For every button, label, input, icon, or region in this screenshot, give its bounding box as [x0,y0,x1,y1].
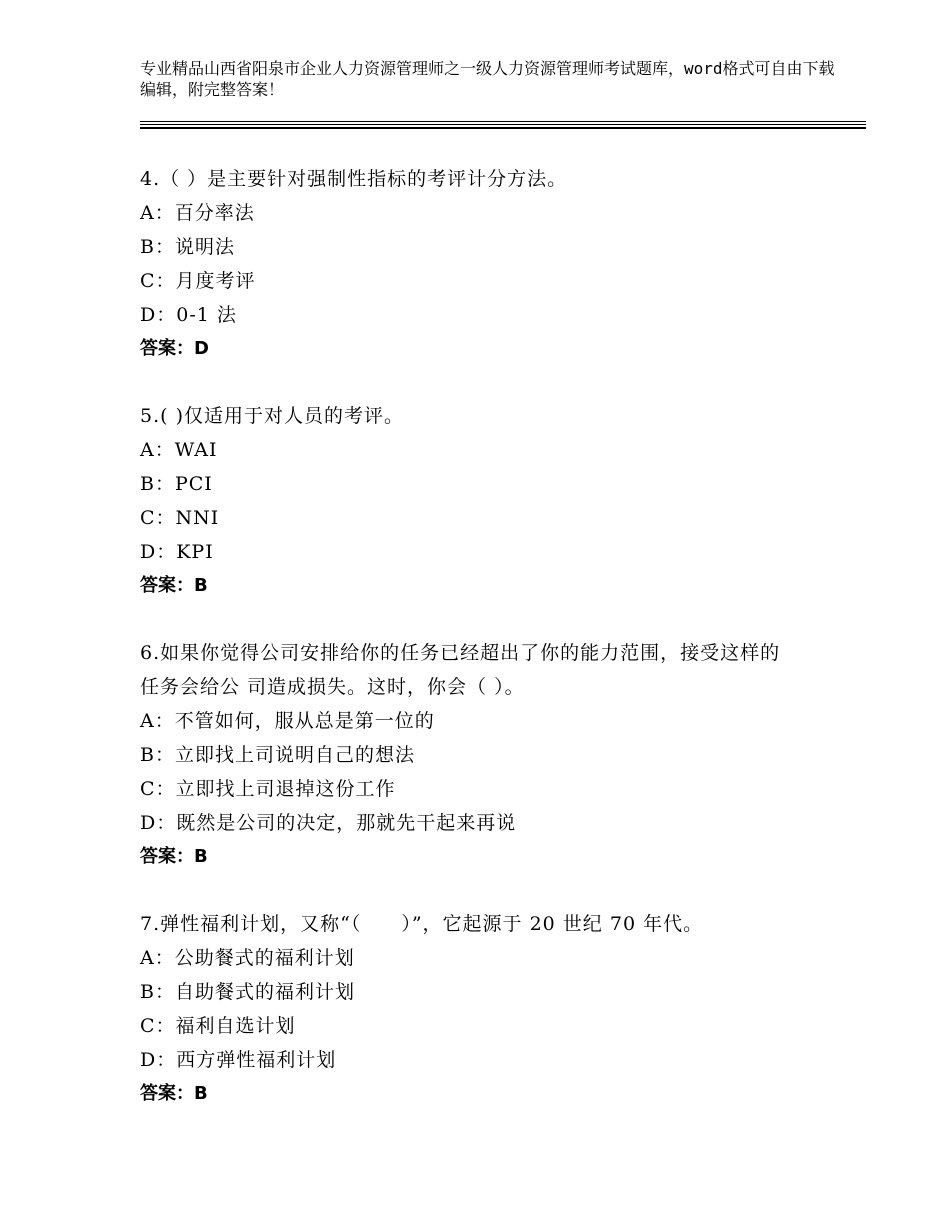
option-c: C：立即找上司退掉这份工作 [140,778,396,800]
option-b: B：立即找上司说明自己的想法 [140,744,415,766]
option-a: A：不管如何，服从总是第一位的 [140,710,435,732]
option-c: C：福利自选计划 [140,1015,296,1037]
question-stem: 6.如果你觉得公司安排给你的任务已经超出了你的能力范围，接受这样的任务会给公 司造成损失。这时，你会（ ）。 [140,642,781,698]
option-d: D：KPI [140,541,214,563]
answer-line: 答案：B [140,575,208,596]
header-divider [140,121,866,122]
option-a: A：公助餐式的福利计划 [140,947,355,969]
question-stem: 5.( )仅适用于对人员的考评。 [140,405,404,427]
option-b: B：说明法 [140,236,235,258]
option-a: A：WAI [140,439,218,461]
option-b: B：自助餐式的福利计划 [140,981,355,1003]
option-d: D：0-1 法 [140,304,237,326]
question-stem: 4.（ ）是主要针对强制性指标的考评计分方法。 [140,168,568,190]
option-b: B：PCI [140,473,213,495]
header-divider [140,124,866,125]
header-divider [140,127,866,129]
question-4 [140,162,820,366]
answer-line: 答案：B [140,1083,208,1104]
document-header [140,58,840,100]
question-7 [140,907,820,1111]
option-d: D：西方弹性福利计划 [140,1049,337,1071]
answer-line: 答案：D [140,338,209,359]
option-c: C：NNI [140,507,220,529]
option-c: C：月度考评 [140,270,256,292]
question-stem: 7.弹性福利计划，又称“（ ）”，它起源于 20 世纪 70 年代。 [140,913,704,935]
question-6 [140,636,820,874]
option-d: D：既然是公司的决定，那就先干起来再说 [140,812,517,834]
answer-line: 答案：B [140,846,208,867]
question-list [140,162,820,1144]
document-title: 专业精品山西省阳泉市企业人力资源管理师之一级人力资源管理师考试题库，word格式可自由下载编辑，附完整答案！ [140,59,835,99]
option-a: A：百分率法 [140,202,255,224]
question-5 [140,399,820,603]
